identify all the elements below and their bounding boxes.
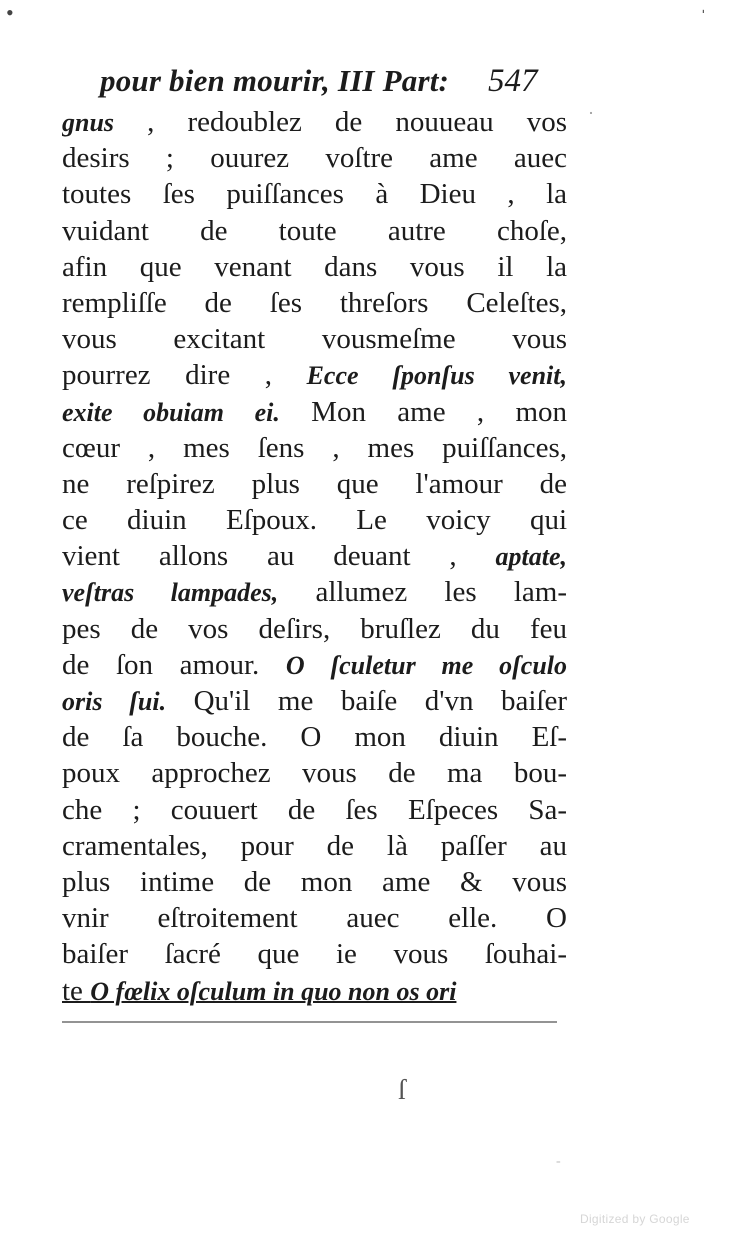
text-run: pes de vos deſirs, bruſlez du feu: [62, 612, 567, 645]
text-line: [62, 176, 567, 212]
text-line: [62, 538, 567, 574]
text-line: [62, 140, 567, 176]
text-run: cramentales, pour de là paſſer au: [62, 829, 567, 862]
text-run: ne reſpirez plus que l'amour de: [62, 467, 567, 500]
text-run: Qu'il me baiſe d'vn baiſer: [166, 685, 567, 717]
text-run: de ſa bouche. O mon diuin Eſ-: [62, 721, 567, 754]
text-line: [62, 430, 567, 466]
text-line: [62, 249, 567, 285]
text-run: rempliſſe de ſes threſors Celeſtes,: [62, 286, 567, 319]
digitization-watermark: Digitized by Google: [580, 1212, 690, 1226]
latin-phrase: aptate,: [495, 542, 567, 572]
text-run: de ſon amour.: [62, 648, 286, 681]
latin-phrase: exite obuiam ei.: [62, 397, 280, 427]
text-line: [62, 574, 567, 610]
text-line: [62, 647, 567, 683]
margin-speck: ·: [588, 103, 594, 123]
text-run: ce diuin Eſpoux. Le voicy qui: [62, 504, 567, 537]
text-run: toutes ſes puiſſances à Dieu , la: [62, 178, 567, 211]
text-run: desirs ; ouurez voſtre ame auec: [62, 142, 567, 175]
latin-phrase: oris ſui.: [62, 687, 167, 716]
text-line: [62, 394, 567, 430]
latin-phrase: O ſculetur me oſculo: [285, 650, 567, 680]
margin-speck: •: [6, 0, 14, 25]
text-run: Mon ame , mon: [279, 395, 567, 428]
text-line: [62, 321, 567, 357]
page-header: [100, 58, 570, 104]
text-line: [62, 828, 567, 864]
text-line: [62, 502, 567, 538]
text-run: poux approchez vous de ma bou-: [62, 757, 567, 790]
text-run: afin que venant dans vous il la: [62, 250, 567, 283]
running-head: pour bien mourir, III Part:: [100, 63, 450, 98]
text-run: vient allons au deuant ,: [62, 540, 496, 573]
text-line: [62, 936, 567, 972]
page-number: 547: [488, 63, 538, 99]
text-line: [62, 973, 567, 1009]
text-line: [62, 104, 567, 140]
text-run: cœur , mes ſens , mes puiſſances,: [62, 431, 567, 464]
text-line: [62, 285, 567, 321]
text-line: [62, 357, 567, 393]
catchword-rule: [62, 1021, 557, 1023]
latin-phrase: gnus: [62, 108, 115, 137]
text-line: [62, 466, 567, 502]
text-run: te: [62, 974, 91, 1007]
latin-phrase: Ecce ſponſus venit,: [306, 361, 567, 391]
text-run: allumez les lam-: [278, 576, 567, 609]
text-line: [62, 755, 567, 791]
latin-phrase: O fœlix oſculum in quo non os ori: [90, 976, 457, 1006]
text-run: che ; couuert de ſes Eſpeces Sa-: [62, 793, 567, 826]
text-run: baiſer ſacré que ie vous ſouhai-: [62, 938, 567, 971]
text-line: [62, 683, 567, 719]
text-run: vuidant de toute autre choſe,: [62, 214, 567, 247]
text-run: vous excitant vousmeſme vous: [62, 323, 567, 356]
text-line: [62, 611, 567, 647]
body-text: [62, 104, 567, 1009]
text-run: plus intime de mon ame & vous: [62, 865, 567, 898]
text-line: [62, 213, 567, 249]
text-line: [62, 864, 567, 900]
text-line: [62, 900, 567, 936]
margin-speck: ˈ: [700, 7, 707, 29]
text-run: vnir eſtroitement auec elle. O: [62, 902, 567, 935]
text-run: pourrez dire ,: [62, 359, 307, 392]
stray-ink-mark: ſ: [398, 1075, 406, 1106]
text-line: [62, 719, 567, 755]
text-line: [62, 792, 567, 828]
latin-phrase: veſtras lampades,: [62, 578, 279, 608]
margin-speck: -: [556, 1154, 561, 1169]
text-run: , redoublez de nouueau vos: [114, 106, 567, 138]
